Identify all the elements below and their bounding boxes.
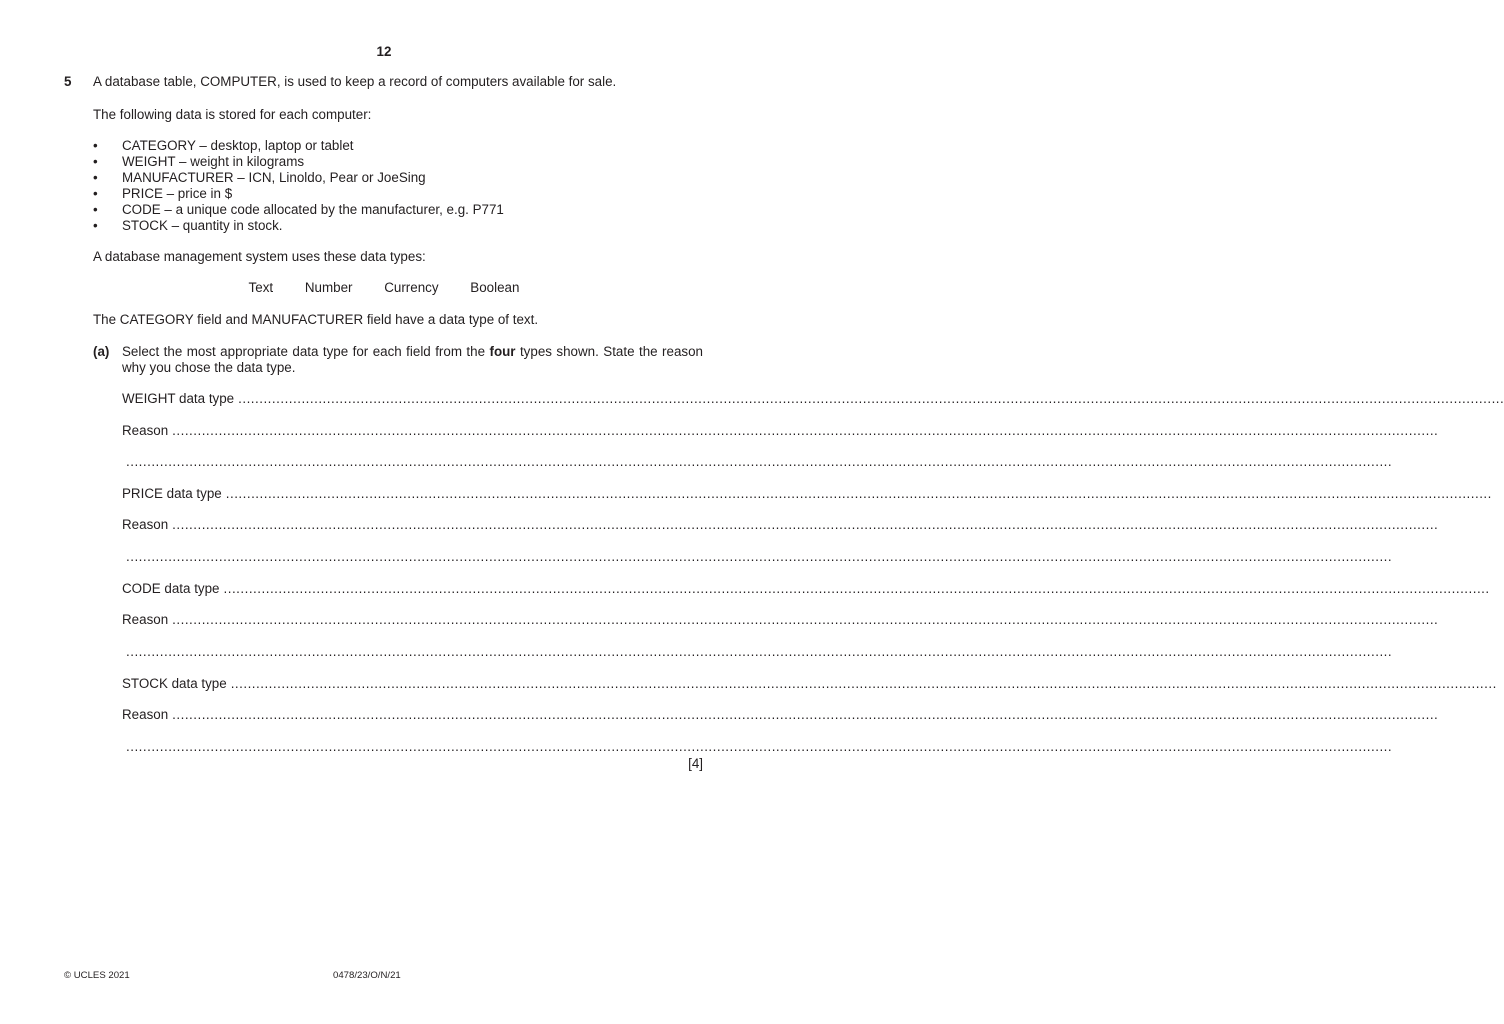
answer-line-label: WEIGHT data type — [122, 391, 235, 406]
data-types-list — [0, 280, 768, 296]
answer-line-weight-type[interactable]: WEIGHT data type ............................................................................................................................................................................................................................................................................................................ — [122, 391, 1504, 406]
field-description: CODE – a unique code allocated by the manufacturer, e.g. P771 — [122, 202, 504, 217]
answer-line-weight-reason[interactable]: Reason ............................................................................................................................................................................................................................................................................................................ — [122, 423, 1439, 438]
list-item — [93, 186, 504, 202]
dbms-text: A database management system uses these data types: — [93, 249, 426, 264]
data-type-text: Text — [248, 280, 274, 295]
field-list — [93, 138, 504, 234]
field-description: CATEGORY – desktop, laptop or tablet — [122, 138, 354, 153]
answer-line-price-reason[interactable]: Reason ............................................................................................................................................................................................................................................................................................................ — [122, 517, 1439, 532]
field-description: MANUFACTURER – ICN, Linoldo, Pear or JoeSing — [122, 170, 426, 185]
bullet-icon: • — [93, 202, 98, 217]
answer-line-label: STOCK data type — [122, 676, 227, 691]
bullet-icon: • — [93, 186, 98, 201]
list-item — [93, 202, 504, 218]
data-type-currency: Currency — [384, 280, 439, 295]
bullet-icon: • — [93, 170, 98, 185]
bullet-icon: • — [93, 138, 98, 153]
answer-line-stock-type[interactable]: STOCK data type ............................................................................................................................................................................................................................................................................................................ — [122, 676, 1497, 691]
field-description: WEIGHT – weight in kilograms — [122, 154, 305, 169]
question-text: types shown. State the reason why you chose the data type. — [122, 344, 703, 375]
page-number: 12 — [376, 44, 392, 59]
answer-line-label: Reason — [122, 423, 169, 438]
data-type-number: Number — [304, 280, 353, 295]
answer-line-label: PRICE data type — [122, 486, 222, 501]
list-item — [93, 170, 504, 186]
footer-copyright: © UCLES 2021 — [64, 970, 130, 981]
answer-line-code-reason[interactable]: Reason ............................................................................................................................................................................................................................................................................................................ — [122, 612, 1439, 627]
bullet-icon: • — [93, 218, 98, 233]
answer-line-code-reason-cont[interactable]: ............................................................................................................................................................................................................................................................................................................ — [126, 644, 1393, 659]
answer-line-label: Reason — [122, 612, 169, 627]
answer-line-price-type[interactable]: PRICE data type ............................................................................................................................................................................................................................................................................................................ — [122, 486, 1492, 501]
list-item — [93, 218, 504, 234]
answer-line-price-reason-cont[interactable]: ............................................................................................................................................................................................................................................................................................................ — [126, 549, 1393, 564]
list-item — [93, 138, 504, 154]
marks-total: [4] — [688, 756, 703, 771]
question-intro: A database table, COMPUTER, is used to keep a record of computers available for sale. — [93, 74, 617, 89]
stored-data-intro: The following data is stored for each computer: — [93, 107, 372, 122]
question-text: Select the most appropriate data type for each field from the — [122, 344, 490, 359]
data-type-boolean: Boolean — [470, 280, 520, 295]
question-emphasis: four — [489, 344, 516, 359]
answer-line-label: Reason — [122, 517, 169, 532]
answer-line-label: CODE data type — [122, 581, 220, 596]
answer-line-weight-reason-cont[interactable]: ............................................................................................................................................................................................................................................................................................................ — [126, 454, 1393, 469]
list-item — [93, 154, 504, 170]
answer-line-stock-reason[interactable]: Reason ............................................................................................................................................................................................................................................................................................................ — [122, 707, 1439, 722]
bullet-icon: • — [93, 154, 98, 169]
answer-line-label: Reason — [122, 707, 169, 722]
field-description: PRICE – price in $ — [122, 186, 233, 201]
part-a-label: (a) — [93, 344, 110, 359]
footer-paper-code: 0478/23/O/N/21 — [333, 970, 401, 981]
data-type-note: The CATEGORY field and MANUFACTURER field have a data type of text. — [93, 312, 539, 327]
answer-line-stock-reason-cont[interactable]: ............................................................................................................................................................................................................................................................................................................ — [126, 739, 1393, 754]
answer-line-code-type[interactable]: CODE data type ............................................................................................................................................................................................................................................................................................................ — [122, 581, 1490, 596]
part-a-question — [122, 344, 703, 376]
field-description: STOCK – quantity in stock. — [122, 218, 283, 233]
question-number: 5 — [64, 74, 72, 89]
